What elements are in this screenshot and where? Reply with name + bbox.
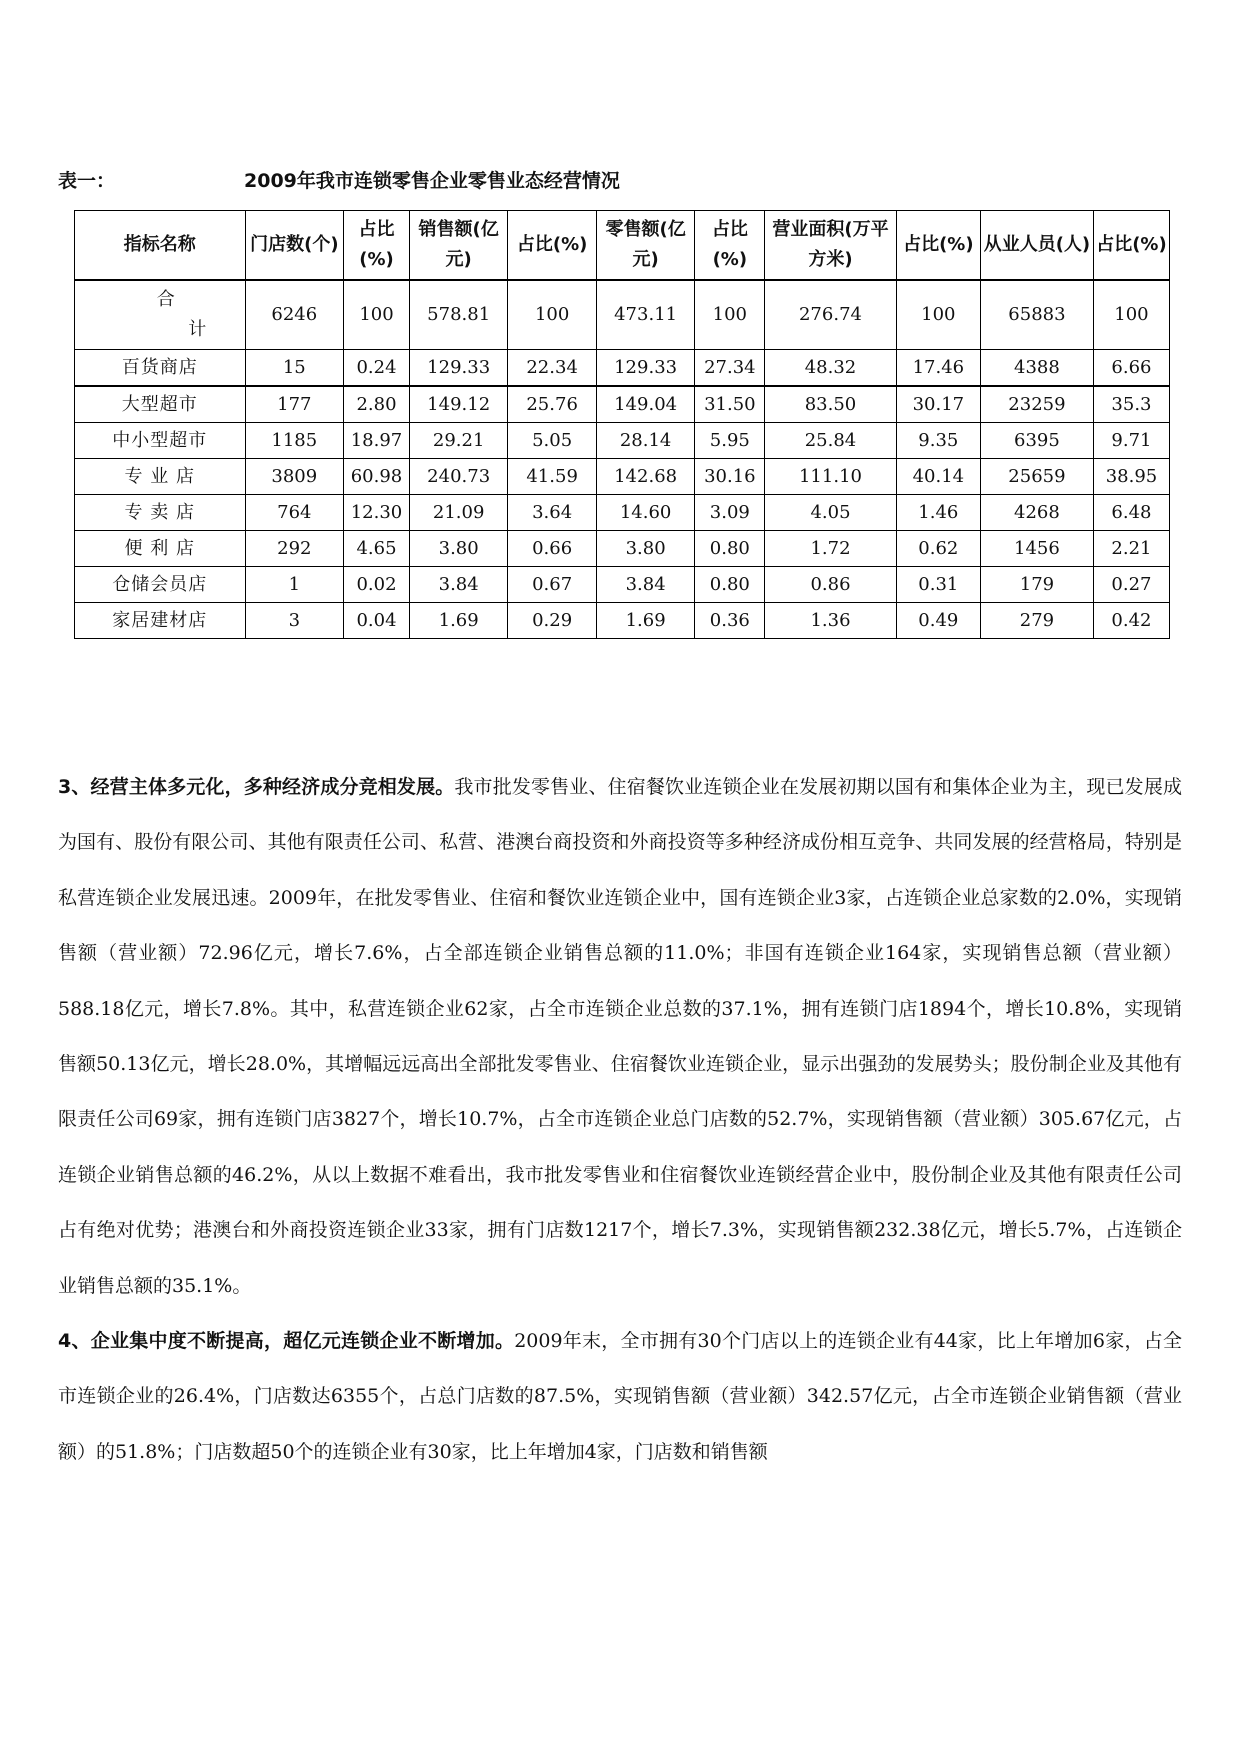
table-cell: 0.31: [896, 567, 980, 603]
row-label: 仓储会员店: [75, 567, 246, 603]
table-cell: 149.04: [596, 386, 695, 423]
row-label: 大型超市: [75, 386, 246, 423]
table-cell: 28.14: [596, 423, 695, 459]
table-cell: 5.95: [695, 423, 765, 459]
table-cell: 30.17: [896, 386, 980, 423]
table-cell: 100: [695, 280, 765, 350]
retail-format-table: [74, 210, 1170, 639]
table-row: [75, 567, 1170, 603]
table-cell: 0.42: [1093, 603, 1169, 639]
table-cell: 0.27: [1093, 567, 1169, 603]
table-cell: 292: [245, 531, 344, 567]
table-cell: 38.95: [1093, 459, 1169, 495]
table-cell: 27.34: [695, 350, 765, 387]
caption-title: 2009年我市连锁零售企业零售业态经营情况: [244, 170, 620, 192]
table-cell: 6246: [245, 280, 344, 350]
table-cell: 3.84: [409, 567, 508, 603]
table-cell: 12.30: [344, 495, 410, 531]
table-cell: 25.76: [508, 386, 596, 423]
table-cell: 40.14: [896, 459, 980, 495]
section-4-text: 2009年末，全市拥有30个门店以上的连锁企业有44家，比上年增加6家，占全市连锁企业的26.4%，门店数达6355个，占总门店数的87.5%，实现销售额（营业额）342.57亿元，占全市连锁企业销售额（营业额）的51.8%；门店数超50个的连锁企业有30家，比上年增加4家，门店数和销售额: [58, 1330, 1182, 1463]
table-cell: 1.72: [765, 531, 896, 567]
table-cell: 0.80: [695, 567, 765, 603]
table-cell: 0.04: [344, 603, 410, 639]
table-cell: 1.69: [409, 603, 508, 639]
section-3-heading: 3、经营主体多元化，多种经济成分竞相发展。: [58, 776, 455, 798]
table-cell: 0.66: [508, 531, 596, 567]
table-cell: 5.05: [508, 423, 596, 459]
row-label: 专 业 店: [75, 459, 246, 495]
table-cell: 0.80: [695, 531, 765, 567]
table-cell: 0.62: [896, 531, 980, 567]
section-4-heading: 4、企业集中度不断提高，超亿元连锁企业不断增加。: [58, 1330, 515, 1353]
table-cell: 4.05: [765, 495, 896, 531]
header-cell: 销售额(亿元): [409, 211, 508, 281]
row-label: 中小型超市: [75, 423, 246, 459]
table-row: [75, 495, 1170, 531]
table-cell: 25.84: [765, 423, 896, 459]
header-cell: 门店数(个): [245, 211, 344, 281]
header-cell: 营业面积(万平方米): [765, 211, 896, 281]
table-cell: 6395: [980, 423, 1093, 459]
table-cell: 764: [245, 495, 344, 531]
header-cell: 占比(%): [1093, 211, 1169, 281]
table-cell: 3809: [245, 459, 344, 495]
table-caption: [58, 166, 620, 193]
table-cell: 1.46: [896, 495, 980, 531]
table-cell: 48.32: [765, 350, 896, 387]
header-cell: 指标名称: [75, 211, 246, 281]
table-row: [75, 531, 1170, 567]
header-cell: 从业人员(人): [980, 211, 1093, 281]
table-row-total: [75, 280, 1170, 350]
table-row: [75, 386, 1170, 423]
table-cell: 83.50: [765, 386, 896, 423]
table-cell: 3.09: [695, 495, 765, 531]
table-cell: 0.49: [896, 603, 980, 639]
table-cell: 100: [896, 280, 980, 350]
table-cell: 0.02: [344, 567, 410, 603]
table-cell: 111.10: [765, 459, 896, 495]
table-cell: 60.98: [344, 459, 410, 495]
table-cell: 473.11: [596, 280, 695, 350]
table-cell: 6.48: [1093, 495, 1169, 531]
table-cell: 31.50: [695, 386, 765, 423]
table-cell: 9.71: [1093, 423, 1169, 459]
table-cell: 35.3: [1093, 386, 1169, 423]
table-cell: 41.59: [508, 459, 596, 495]
table-cell: 0.24: [344, 350, 410, 387]
table-cell: 1.36: [765, 603, 896, 639]
table-cell: 4.65: [344, 531, 410, 567]
table-cell: 3.80: [409, 531, 508, 567]
table-cell: 17.46: [896, 350, 980, 387]
row-label: 专 卖 店: [75, 495, 246, 531]
table-cell: 22.34: [508, 350, 596, 387]
table-cell: 129.33: [596, 350, 695, 387]
total-label: 合 计: [75, 280, 246, 350]
table-cell: 129.33: [409, 350, 508, 387]
table-cell: 0.67: [508, 567, 596, 603]
header-cell: 占比(%): [695, 211, 765, 281]
table-row: [75, 603, 1170, 639]
table-cell: 179: [980, 567, 1093, 603]
table-cell: 3.84: [596, 567, 695, 603]
table-cell: 9.35: [896, 423, 980, 459]
table-cell: 2.21: [1093, 531, 1169, 567]
table-row: [75, 350, 1170, 387]
table-cell: 6.66: [1093, 350, 1169, 387]
table-header-row: [75, 211, 1170, 281]
paragraph-section-3: [58, 760, 1182, 1314]
table-cell: 100: [508, 280, 596, 350]
table-cell: 25659: [980, 459, 1093, 495]
table-row: [75, 459, 1170, 495]
paragraph-section-4: [58, 1314, 1182, 1480]
table-row: [75, 423, 1170, 459]
table-cell: 18.97: [344, 423, 410, 459]
caption-lead: 表一：: [58, 170, 116, 192]
table-cell: 0.36: [695, 603, 765, 639]
table-cell: 1: [245, 567, 344, 603]
table-cell: 100: [1093, 280, 1169, 350]
table-cell: 23259: [980, 386, 1093, 423]
row-label: 家居建材店: [75, 603, 246, 639]
row-label: 百货商店: [75, 350, 246, 387]
table-cell: 14.60: [596, 495, 695, 531]
table-cell: 149.12: [409, 386, 508, 423]
table-cell: 65883: [980, 280, 1093, 350]
table-cell: 3.64: [508, 495, 596, 531]
table-cell: 578.81: [409, 280, 508, 350]
table-cell: 2.80: [344, 386, 410, 423]
table-cell: 1456: [980, 531, 1093, 567]
table-cell: 100: [344, 280, 410, 350]
table-cell: 0.86: [765, 567, 896, 603]
table-cell: 4268: [980, 495, 1093, 531]
table-cell: 1185: [245, 423, 344, 459]
header-cell: 零售额(亿元): [596, 211, 695, 281]
table-cell: 15: [245, 350, 344, 387]
header-cell: 占比(%): [896, 211, 980, 281]
body-text: [58, 760, 1182, 1480]
table-cell: 240.73: [409, 459, 508, 495]
table-cell: 3.80: [596, 531, 695, 567]
table-cell: 29.21: [409, 423, 508, 459]
table-cell: 142.68: [596, 459, 695, 495]
table-cell: 21.09: [409, 495, 508, 531]
header-cell: 占比(%): [344, 211, 410, 281]
table-cell: 0.29: [508, 603, 596, 639]
table-cell: 279: [980, 603, 1093, 639]
table-cell: 1.69: [596, 603, 695, 639]
table-cell: 177: [245, 386, 344, 423]
table-cell: 3: [245, 603, 344, 639]
table-cell: 4388: [980, 350, 1093, 387]
table-cell: 30.16: [695, 459, 765, 495]
section-3-text: 我市批发零售业、住宿餐饮业连锁企业在发展初期以国有和集体企业为主，现已发展成为国有、股份有限公司、其他有限责任公司、私营、港澳台商投资和外商投资等多种经济成份相互竞争、共同发展的经营格局，特别是私营连锁企业发展迅速。2009年，在批发零售业、住宿和餐饮业连锁企业中，国有连锁企业3家，占连锁企业总家数的2.0%，实现销售额（营业额）72.96亿元，增长7.6%，占全部连锁企业销售总额的11.0%；非国有连锁企业164家，实现销售总额（营业额）588.18亿元，增长7.8%。其中，私营连锁企业62家，占全市连锁企业总数的37.1%，拥有连锁门店1894个，增长10.8%，实现销售额50.13亿元，增长28.0%，其增幅远远高出全部批发零售业、住宿餐饮业连锁企业，显示出强劲的发展势头；股份制企业及其他有限责任公司69家，拥有连锁门店3827个，增长10.7%，占全市连锁企业总门店数的52.7%，实现销售额（营业额）305.67亿元，占连锁企业销售总额的46.2%，从以上数据不难看出，我市批发零售业和住宿餐饮业连锁经营企业中，股份制企业及其他有限责任公司占有绝对优势；港澳台和外商投资连锁企业33家，拥有门店数1217个，增长7.3%，实现销售额232.38亿元，增长5.7%，占连锁企业销售总额的35.1%。: [58, 776, 1182, 1297]
row-label: 便 利 店: [75, 531, 246, 567]
header-cell: 占比(%): [508, 211, 596, 281]
table-cell: 276.74: [765, 280, 896, 350]
